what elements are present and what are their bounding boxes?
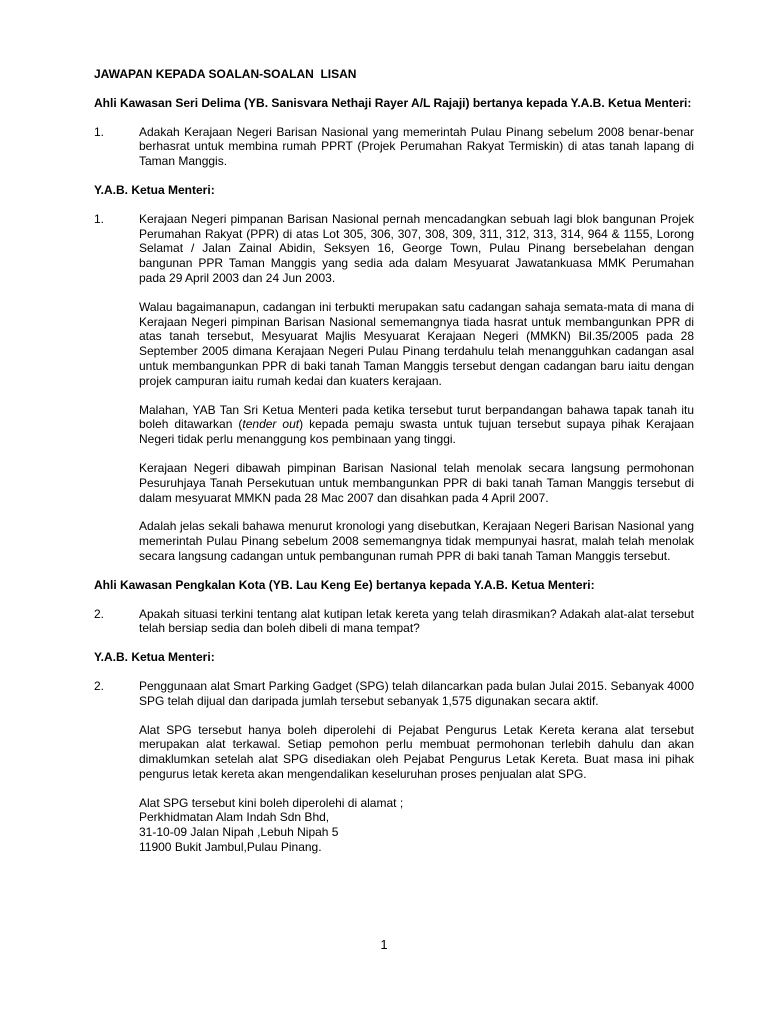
address-block xyxy=(139,796,694,855)
address-line: Alat SPG tersebut kini boleh diperolehi di alamat ; xyxy=(139,795,404,810)
question-1-number: 1. xyxy=(94,124,105,139)
question-1 xyxy=(94,125,694,169)
answer-2-text-1: Penggunaan alat Smart Parking Gadget (SPG) telah dilancarkan pada bulan Julai 2015. Sebanyak 4000 SPG telah dijual dan daripada jumlah tersebut sebanyak 1,575 digunakan secara aktif. xyxy=(139,678,694,708)
answer-2-heading: Y.A.B. Ketua Menteri: xyxy=(94,650,215,665)
answer-1-paragraph-3-end: ) kepada pemaju swasta untuk tujuan tersebut supaya pihak Kerajaan Negeri tidak perlu menanggung kos pembinaan yang tinggi. xyxy=(139,417,695,447)
answer-1-paragraph-2: Walau bagaimanapun, cadangan ini terbukti merupakan satu cadangan sahaja semata-mata di mana di Kerajaan Negeri pimpinan Barisan Nasional sememangnya tiada hasrat untuk membangunkan PPR di atas tanah tersebut, Mesyuarat Majlis Mesyuarat Kerajaan Negeri (MMKN) Bil.35/2005 pada 28 September 2005 dimana Kerajaan Negeri Pulau Pinang terdahulu telah menangguhkan cadangan asal untuk membangunkan PPR di baki tanah Taman Manggis tersebut dengan cadangan baru iaitu dengan projek campuran iaitu rumah kedai dan kuaters kerajaan. xyxy=(139,299,694,388)
page-number: 1 xyxy=(380,937,388,952)
question-2 xyxy=(94,607,694,637)
answer-1-text-1: Kerajaan Negeri pimpanan Barisan Nasional pernah mencadangkan sebuah lagi blok bangunan Projek Perumahan Rakyat (PPR) di atas Lot 305, 306, 307, 308, 309, 311, 312, 313, 314, 964 & 1155, Lorong Selamat / Jalan Zainal Abidin, Seksyen 16, George Town, Pulau Pinang bersebelahan dengan bangunan PPR Taman Manggis yang sedia ada dalam Mesyuarat Jawatankuasa MMK Perumahan pada 29 April 2003 dan 24 Jun 2003. xyxy=(139,211,694,285)
answer-1-paragraph-4: Kerajaan Negeri dibawah pimpinan Barisan Nasional telah menolak secara langsung permohonan Pesuruhjaya Tanah Persekutuan untuk membangunkan PPR di baki tanah Taman Manggis tersebut di dalam mesyuarat MMKN pada 28 Mac 2007 dan disahkan pada 4 April 2007. xyxy=(139,460,694,505)
answer-1-paragraph-1 xyxy=(94,212,694,286)
question-1-text: Adakah Kerajaan Negeri Barisan Nasional yang memerintah Pulau Pinang sebelum 2008 benar-benar berhasrat untuk membina rumah PPRT (Projek Perumahan Rakyat Termiskin) di atas tanah lapang di Taman Manggis. xyxy=(139,124,694,169)
answer-1-paragraph-3 xyxy=(139,403,694,447)
answer-1-number: 1. xyxy=(94,211,105,226)
tender-out-term: tender out xyxy=(242,417,300,432)
address-line: 31-10-09 Jalan Nipah ,Lebuh Nipah 5 xyxy=(139,825,339,840)
question-1-asker: Ahli Kawasan Seri Delima (YB. Sanisvara Nethaji Rayer A/L Rajaji) bertanya kepada Y.A.B. Ketua Menteri: xyxy=(94,95,692,110)
answer-2-paragraph-1 xyxy=(94,679,694,709)
answer-1-paragraph-5: Adalah jelas sekali bahawa menurut kronologi yang disebutkan, Kerajaan Negeri Barisan Nasional yang memerintah Pulau Pinang sebelum 2008 sememangnya tidak mempunyai hasrat, malah telah menolak secara langsung cadangan untuk pembangunan rumah PPR di baki tanah Taman Manggis tersebut. xyxy=(139,519,694,563)
answer-1-paragraph-3-start: Malahan, YAB Tan Sri Ketua Menteri pada ketika tersebut turut berpandangan bahawa tapak tanah itu boleh ditawarkan ( xyxy=(139,402,694,432)
address-line: Perkhidmatan Alam Indah Sdn Bhd, xyxy=(139,810,330,825)
address-line: 11900 Bukit Jambul,Pulau Pinang. xyxy=(139,840,322,855)
question-2-asker: Ahli Kawasan Pengkalan Kota (YB. Lau Keng Ee) bertanya kepada Y.A.B. Ketua Menteri: xyxy=(94,577,595,592)
question-2-number: 2. xyxy=(94,606,105,621)
document-body xyxy=(94,67,694,855)
answer-1-heading: Y.A.B. Ketua Menteri: xyxy=(94,182,215,197)
document-title: JAWAPAN KEPADA SOALAN-SOALAN LISAN xyxy=(94,67,357,81)
question-2-text: Apakah situasi terkini tentang alat kutipan letak kereta yang telah dirasmikan? Adakah alat-alat tersebut telah bersiap sedia dan boleh dibeli di mana tempat? xyxy=(139,606,694,636)
answer-2-number: 2. xyxy=(94,678,105,693)
answer-2-paragraph-2: Alat SPG tersebut hanya boleh diperolehi di Pejabat Pengurus Letak Kereta kerana alat tersebut merupakan alat terkawal. Setiap pemohon perlu membuat permohonan terlebih dahulu dan akan dimaklumkan setelah alat SPG disediakan oleh Pejabat Pengurus Letak Kereta. Buat masa ini pihak pengurus letak kereta akan mengendalikan keseluruhan proses penjualan alat SPG. xyxy=(139,722,694,781)
